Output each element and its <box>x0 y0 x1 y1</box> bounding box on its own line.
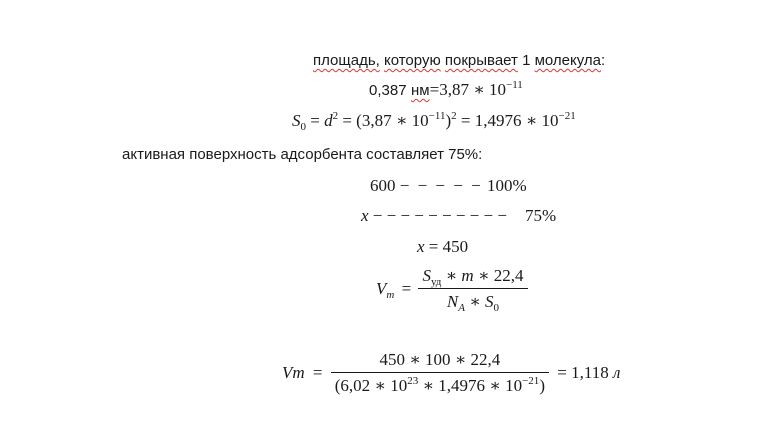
proportion-percent: 75% <box>525 206 557 225</box>
word-which: которую <box>383 52 441 69</box>
word-covers: покрывает <box>444 52 518 69</box>
diameter-converted: =3,87 ∗ $10^{-11}$ <box>429 79 523 99</box>
heading-molecule-area <box>313 52 605 69</box>
molecule-diameter-line <box>369 80 523 100</box>
vm-formula: $V_m$ = $\frac{S_{уд} ∗ m ∗ 22,4}{N_A ∗ S_0}$ <box>376 266 528 312</box>
proportion-line-2: x − − − − − − − − − − <box>361 206 507 225</box>
final-numerator: 450 ∗ 100 ∗ 22,4 <box>379 350 501 369</box>
diameter-value: 0,387 <box>369 82 407 99</box>
area-equation: $S_0 = d^2 = (3,87$ ∗ $10^{-11})^2 = 1,4976$ ∗ $10^{-21}$ <box>292 110 576 133</box>
colon: : <box>601 52 606 69</box>
x-result: x = 450 <box>417 237 469 256</box>
final-volume-equation: Vm = $\frac{450 ∗ 100 ∗ 22,4}{(6,02 ∗ 10^{23} ∗ 1,4976 ∗ 10^{-21})}$ = 1,118 л <box>282 350 621 395</box>
unit-liter: л <box>612 363 621 382</box>
unit-nm: нм <box>411 82 430 99</box>
final-fraction <box>331 350 549 396</box>
active-surface-text: активная поверхность адсорбента составляет 75%: <box>122 146 483 163</box>
final-result: = 1,118 <box>557 363 609 382</box>
vm-fraction: $\frac{S_{уд} ∗ m ∗ 22,4}{N_A ∗ S_0}$ <box>418 266 527 312</box>
final-denominator: (6,02 ∗ $10^{23}$ ∗ 1,4976 ∗ $10^{-21}$) <box>331 372 549 396</box>
word-area: площадь, <box>313 52 380 69</box>
proportion-line-1: 600 − − − − − 100% <box>370 176 527 195</box>
number-one: 1 <box>522 52 531 69</box>
word-molecule: молекула <box>534 52 601 69</box>
